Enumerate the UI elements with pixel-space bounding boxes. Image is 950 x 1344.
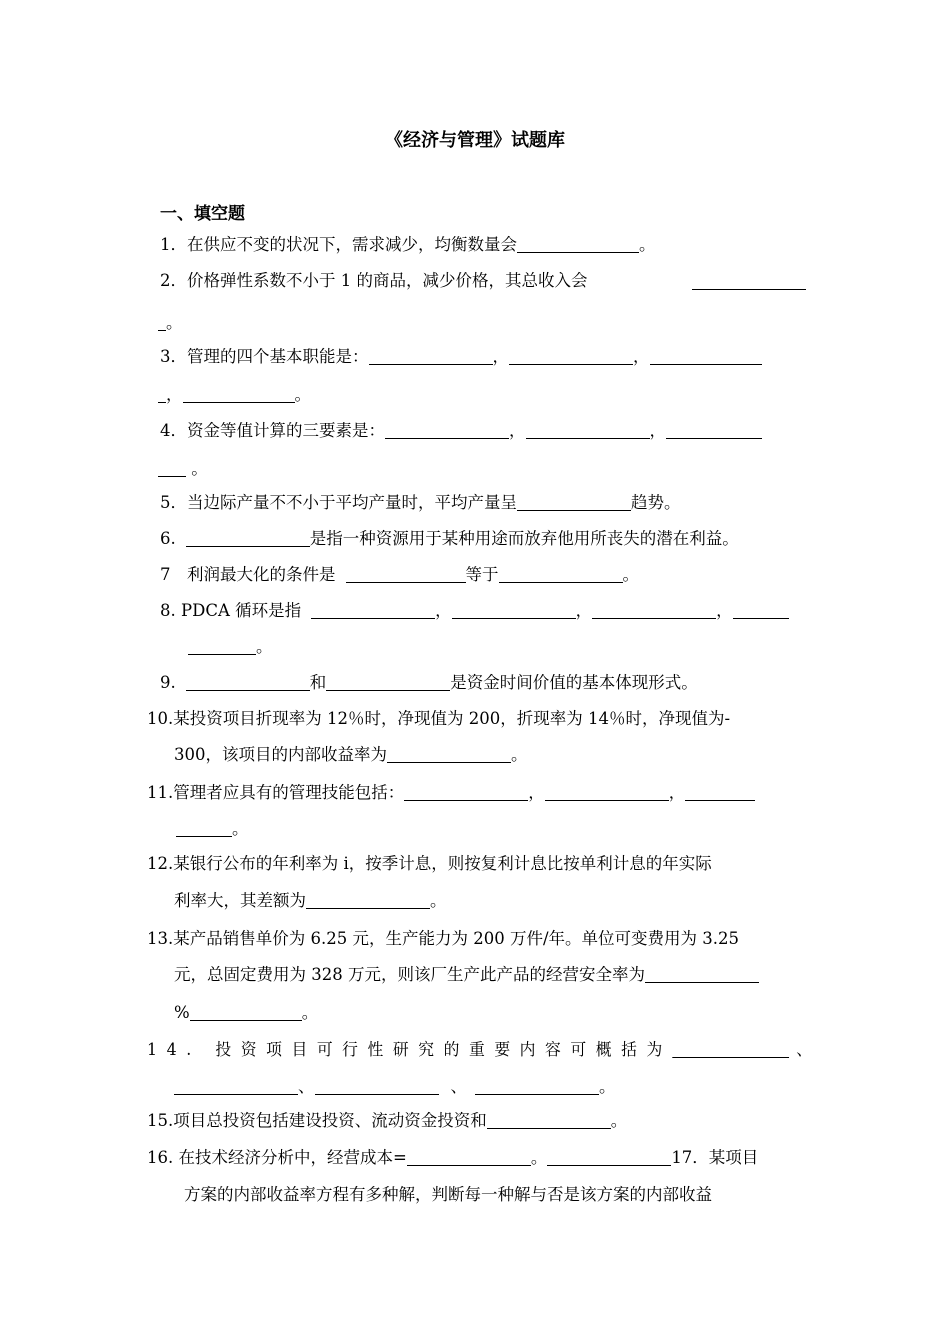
answer-blank[interactable] (526, 421, 650, 439)
answer-blank[interactable] (592, 601, 716, 619)
question-2 (160, 270, 588, 292)
answer-blank[interactable] (385, 421, 509, 439)
answer-blank[interactable] (487, 1111, 611, 1129)
answer-blank[interactable] (452, 601, 576, 619)
question-text: 14. 投资项目可行性研究的重要内容可概括为 (147, 1040, 672, 1059)
question-2-cont: 。 (158, 312, 183, 334)
question-13-cont2: % 。 (174, 1003, 319, 1022)
question-12-cont: 利率大，其差额为 。 (174, 891, 447, 910)
answer-blank[interactable] (545, 783, 669, 801)
answer-blank[interactable] (387, 745, 511, 763)
answer-blank[interactable] (369, 347, 493, 365)
answer-blank[interactable] (547, 1148, 671, 1166)
question-text: 5．当边际产量不不小于平均产量时，平均产量呈 (160, 493, 517, 512)
answer-blank[interactable] (509, 347, 633, 365)
question-5: 5．当边际产量不不小于平均产量时，平均产量呈 趋势。 (160, 493, 681, 512)
question-text: 12.某银行公布的年利率为 i，按季计息，则按复利计息比按单利计息的年实际 (147, 854, 712, 873)
answer-blank[interactable] (517, 235, 639, 253)
question-17-cont: 方案的内部收益率方程有多种解，判断每一种解与否是该方案的内部收益 (184, 1185, 712, 1204)
answer-blank[interactable] (326, 673, 450, 691)
section-heading: 一、填空题 (160, 204, 245, 224)
question-11-cont: 。 (176, 818, 249, 840)
answer-blank[interactable] (672, 1040, 789, 1058)
question-text: 4．资金等值计算的三要素是： (160, 421, 385, 440)
answer-blank[interactable] (183, 385, 295, 403)
question-14-cont: 、 、 。 (174, 1076, 616, 1098)
answer-blank[interactable] (186, 673, 310, 691)
answer-blank[interactable] (685, 783, 755, 801)
question-text: 2．价格弹性系数不小于 1 的商品，减少价格，其总收入会 (160, 271, 588, 290)
question-16: 16. 在技术经济分析中，经营成本= 。 17．某项目 (147, 1148, 759, 1167)
question-11: 11.管理者应具有的管理技能包括： ， ， (147, 782, 755, 804)
question-1: 1．在供应不变的状况下，需求减少，均衡数量会 。 (160, 235, 656, 254)
question-17-start: 17．某项目 (671, 1148, 759, 1167)
answer-blank[interactable] (311, 601, 435, 619)
answer-blank[interactable] (158, 385, 166, 403)
question-text: 1．在供应不变的状况下，需求减少，均衡数量会 (160, 235, 517, 254)
answer-blank[interactable] (499, 565, 623, 583)
question-4: 4．资金等值计算的三要素是： ， ， (160, 420, 762, 442)
answer-blank[interactable] (176, 819, 232, 837)
page-title: 《经济与管理》试题库 (385, 130, 565, 151)
question-text: 10.某投资项目折现率为 12％时，净现值为 200，折现率为 14％时，净现值为- (147, 709, 731, 728)
answer-blank[interactable] (306, 891, 430, 909)
question-text: 13.某产品销售单价为 6.25 元，生产能力为 200 万件/年。单位可变费用为 3.25 (147, 929, 739, 948)
question-14: 14. 投资项目可行性研究的重要内容可概括为 、 (147, 1040, 812, 1059)
question-text: 7 利润最大化的条件是 (160, 565, 336, 584)
answer-blank[interactable] (158, 459, 186, 477)
question-13 (147, 928, 739, 950)
question-text: 11.管理者应具有的管理技能包括： (147, 783, 405, 802)
question-4-cont: 。 (158, 458, 208, 480)
question-12 (147, 853, 712, 875)
question-text: 16. 在技术经济分析中，经营成本= (147, 1148, 407, 1167)
answer-blank[interactable] (188, 637, 256, 655)
answer-blank[interactable] (650, 347, 762, 365)
question-15: 15.项目总投资包括建设投资、流动资金投资和 。 (147, 1111, 628, 1130)
answer-blank[interactable] (666, 421, 762, 439)
question-6: 6. 是指一种资源用于某种用途而放弃他用所丧失的潜在利益。 (160, 529, 739, 548)
question-7: 7 利润最大化的条件是 等于 。 (160, 565, 639, 584)
question-3: 3．管理的四个基本职能是： ， ， (160, 346, 762, 368)
question-13-cont: 元，总固定费用为 328 万元，则该厂生产此产品的经营安全率为 (174, 964, 759, 986)
question-9: 9. 和 是资金时间价值的基本体现形式。 (160, 673, 698, 692)
answer-blank[interactable] (346, 565, 466, 583)
answer-blank[interactable] (475, 1077, 599, 1095)
answer-blank[interactable] (315, 1077, 439, 1095)
answer-blank[interactable] (174, 1077, 298, 1095)
question-text: 15.项目总投资包括建设投资、流动资金投资和 (147, 1111, 487, 1130)
answer-blank[interactable] (186, 529, 310, 547)
question-10 (147, 708, 730, 730)
answer-blank[interactable] (404, 783, 528, 801)
answer-blank[interactable] (158, 313, 166, 331)
answer-blank[interactable] (517, 493, 631, 511)
question-10-cont: 300，该项目的内部收益率为 。 (174, 745, 528, 764)
answer-blank[interactable] (733, 601, 789, 619)
question-text: 3．管理的四个基本职能是： (160, 347, 369, 366)
answer-blank[interactable] (645, 965, 759, 983)
question-8-cont: 。 (188, 636, 273, 658)
answer-blank[interactable] (692, 272, 806, 290)
question-text: 8. PDCA 循环是指 (160, 601, 302, 620)
question-3-cont: ， 。 (158, 384, 311, 406)
answer-blank[interactable] (407, 1148, 531, 1166)
answer-blank[interactable] (190, 1003, 302, 1021)
question-8: 8. PDCA 循环是指 ， ， ， (160, 600, 789, 622)
